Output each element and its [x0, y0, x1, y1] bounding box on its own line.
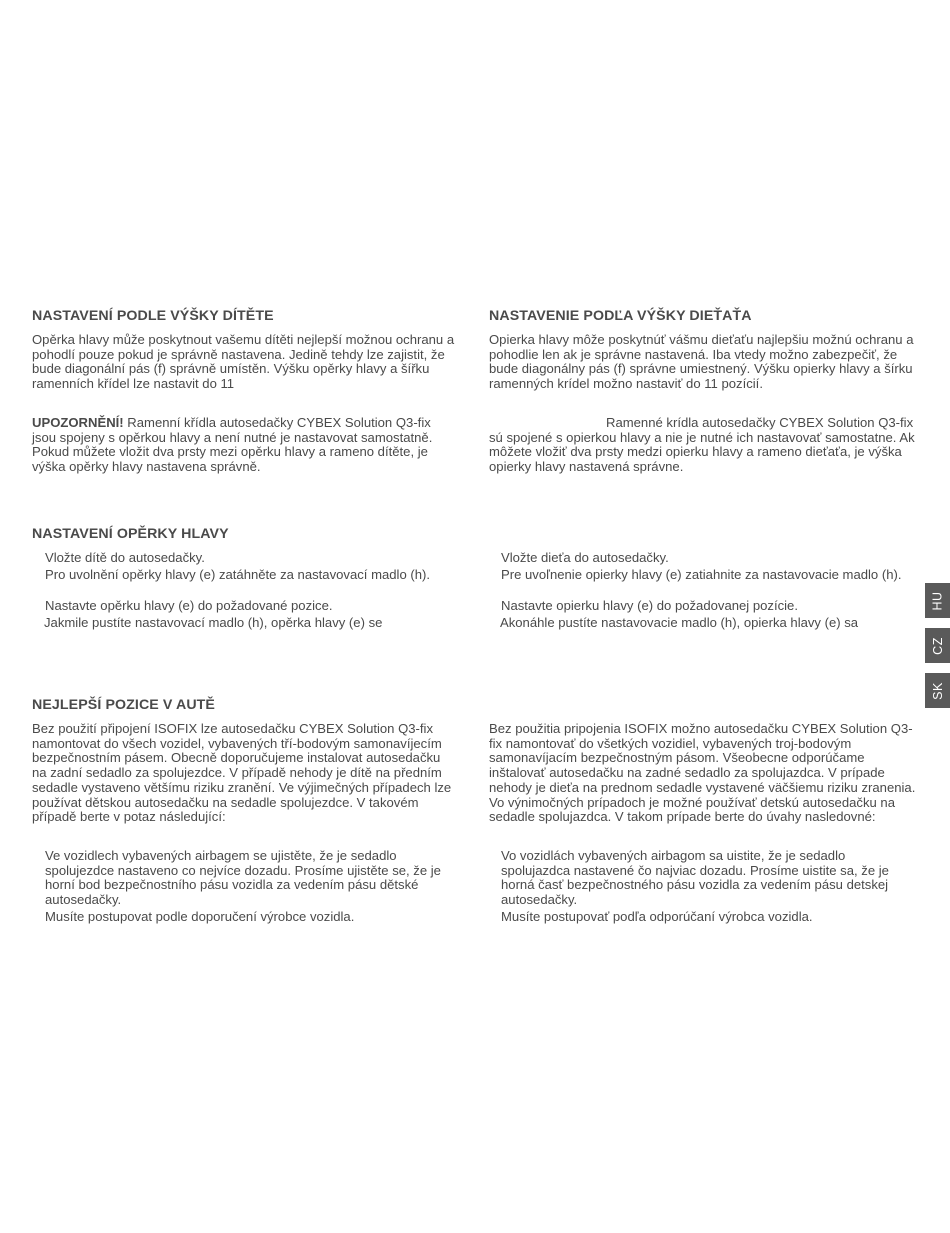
- sk-position-text: Bez použitia pripojenia ISOFIX možno autosedačku CYBEX Solution Q3-fix namontovať do všetkých vozidiel, vybavených troj-bodovým samonavíjacím bezpečnostným pásom. Všeobecne odporúčame inštalovať autosedačku na zadné sedadlo za spolujazdca. V prípade nehody je dieťa na prednom sedadle vystavené väčšiemu riziku zranenia. Vo výnimočných prípadoch je možné používať detskú autosedačku na sedadle spolujazdca. V takom prípade berte do úvahy nasledovné:: [489, 721, 916, 825]
- cz-position-item-1: Ve vozidlech vybavených airbagem se ujistěte, že je sedadlo spolujezdce nastaveno co nejvíce dozadu. Prosíme ujistěte se, že je horní bod bezpečnostního pásu vozidla za vedením pásu dětské autosedačky.: [45, 848, 441, 908]
- sk-headrest-step-4: Akonáhle pustíte nastavovacie madlo (h), opierka hlavy (e) sa: [500, 615, 859, 630]
- cz-position-item-2: Musíte postupovat podle doporučení výrobce vozidla.: [45, 909, 355, 924]
- sk-headrest-step-3: Nastavte opierku hlavy (e) do požadovanej pozície.: [501, 598, 798, 613]
- cz-warning-body: Ramenní křídla autosedačky CYBEX Solution Q3-fix jsou spojeny s opěrkou hlavy a není nutné je nastavovat samostatně. Pokud můžete vložit dva prsty mezi opěrku hlavy a rameno dítěte, je výška opěrky hlavy nastavena správně.: [32, 415, 433, 475]
- cz-warning-text: [32, 416, 457, 475]
- language-tab-cz-label: CZ: [930, 636, 945, 655]
- cz-headrest-step-4: Jakmile pustíte nastavovací madlo (h), opěrka hlavy (e) se: [44, 615, 383, 630]
- cz-headrest-step-2: Pro uvolnění opěrky hlavy (e) zatáhněte za nastavovací madlo (h).: [45, 567, 431, 582]
- cz-height-heading: NASTAVENÍ PODLE VÝŠKY DÍTĚTE: [32, 308, 274, 324]
- sk-headrest-step-1: Vložte dieťa do autosedačky.: [501, 550, 669, 565]
- sk-warning-text: Ramenné krídla autosedačky CYBEX Solution Q3-fix sú spojené s opierkou hlavy a nie je nutné ich nastavovať samostatne. Ak môžete vložiť dva prsty medzi opierku hlavy a rameno dieťaťa, je výška opierky hlavy nastavená správne.: [489, 415, 915, 475]
- language-tab-hu-label: HU: [930, 590, 945, 611]
- cz-position-text: Bez použití připojení ISOFIX lze autosedačku CYBEX Solution Q3-fix namontovat do všech vozidel, vybavených tří-bodovým samonavíjecím bezpečnostním pásem. Obecně doporučujeme instalovat autosedačku na zadní sedadlo za spolujezdce. V případě nehody je dítě na předním sedadle vystaveno většímu riziku zranění. Ve výjimečných případech lze používat dětskou autosedačku na sedadle spolujezdce. V takovém případě berte v potaz následující:: [32, 721, 452, 825]
- language-tab-cz[interactable]: [925, 628, 950, 663]
- cz-height-text: Opěrka hlavy může poskytnout vašemu dítěti nejlepší možnou ochranu a pohodlí pouze pokud je správně nastavena. Jedině tehdy lze zajistit, že bude diagonální pás (f) správně umístěn. Výšku opěrky hlavy a šířku ramenních křídel lze nastavit do 11: [32, 332, 455, 392]
- cz-headrest-step-1: Vložte dítě do autosedačky.: [45, 550, 205, 565]
- sk-height-heading: NASTAVENIE PODĽA VÝŠKY DIEŤAŤA: [489, 308, 752, 324]
- language-tab-sk[interactable]: [925, 673, 950, 708]
- language-tab-hu[interactable]: [925, 583, 950, 618]
- language-tab-sk-label: SK: [930, 681, 945, 700]
- sk-position-item-2: Musíte postupovať podľa odporúčaní výrobca vozidla.: [501, 909, 813, 924]
- sk-position-item-1: Vo vozidlách vybavených airbagom sa uistite, že je sedadlo spolujazdca nastavené čo najviac dozadu. Prosíme uistite sa, že je horná časť bezpečnostného pásu vozidla za vedením pásu detskej autosedačky.: [501, 848, 889, 908]
- sk-headrest-step-2: Pre uvoľnenie opierky hlavy (e) zatiahnite za nastavovacie madlo (h).: [501, 567, 902, 582]
- cz-headrest-heading: NASTAVENÍ OPĚRKY HLAVY: [32, 526, 229, 542]
- cz-position-heading: NEJLEPŠÍ POZICE V AUTĚ: [32, 697, 215, 713]
- cz-warning-label: UPOZORNĚNÍ!: [32, 415, 124, 430]
- cz-headrest-step-3: Nastavte opěrku hlavy (e) do požadované pozice.: [45, 598, 333, 613]
- sk-height-text: Opierka hlavy môže poskytnúť vášmu dieťaťu najlepšiu možnú ochranu a pohodlie len ak je správne nastavená. Iba vtedy možno zabezpečiť, že bude diagonálny pás (f) správne umiestnený. Výšku opierky hlavy a šírku ramenných krídel možno nastaviť do 11 pozícií.: [489, 332, 914, 392]
